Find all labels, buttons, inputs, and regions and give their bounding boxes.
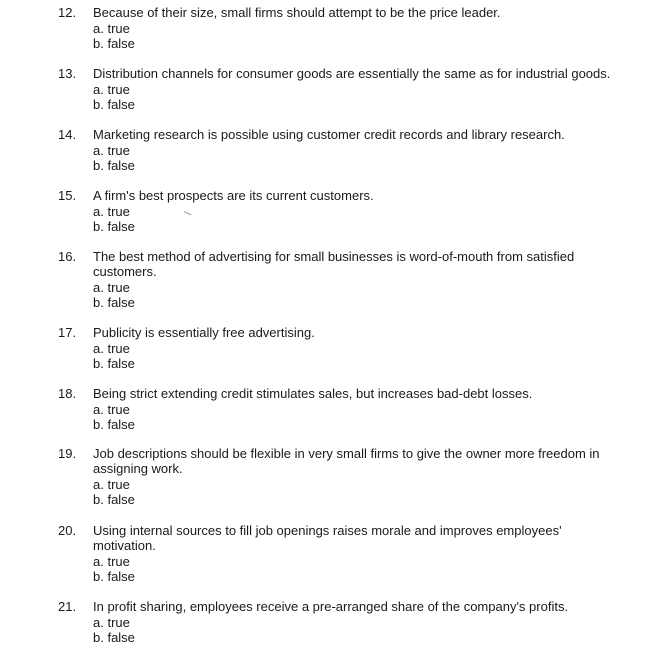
question-number: 20.	[58, 523, 77, 538]
pencil-mark	[184, 206, 194, 216]
question-text: A firm's best prospects are its current customers.	[93, 188, 374, 203]
option-a: a. true	[93, 341, 130, 356]
question-text: Publicity is essentially free advertising.	[93, 325, 315, 340]
option-a: a. true	[93, 82, 130, 97]
option-b: b. false	[93, 569, 135, 584]
question-text: Distribution channels for consumer goods are essentially the same as for industrial goods.	[93, 66, 611, 81]
question-number: 17.	[58, 325, 77, 340]
option-b: b. false	[93, 295, 135, 310]
option-b: b. false	[93, 492, 135, 507]
option-a: a. true	[93, 21, 130, 36]
question-number: 21.	[58, 599, 77, 614]
option-a: a. true	[93, 143, 130, 158]
option-a: a. true	[93, 402, 130, 417]
question-text: Using internal sources to fill job openings raises morale and improves employees' motivation.	[93, 523, 562, 553]
option-b: b. false	[93, 97, 135, 112]
option-a: a. true	[93, 204, 130, 219]
option-b: b. false	[93, 630, 135, 645]
option-b: b. false	[93, 158, 135, 173]
option-a: a. true	[93, 554, 130, 569]
question-number: 16.	[58, 249, 77, 264]
option-b: b. false	[93, 36, 135, 51]
option-b: b. false	[93, 356, 135, 371]
question-number: 15.	[58, 188, 77, 203]
option-b: b. false	[93, 219, 135, 234]
question-number: 19.	[58, 446, 77, 461]
question-number: 12.	[58, 5, 77, 20]
question-text: Being strict extending credit stimulates sales, but increases bad-debt losses.	[93, 386, 533, 401]
option-b: b. false	[93, 417, 135, 432]
question-number: 13.	[58, 66, 77, 81]
question-text: Job descriptions should be flexible in very small firms to give the owner more freedom in assigning work.	[93, 446, 600, 476]
question-number: 14.	[58, 127, 77, 142]
question-text: Because of their size, small firms should attempt to be the price leader.	[93, 5, 501, 20]
question-number: 18.	[58, 386, 77, 401]
option-a: a. true	[93, 477, 130, 492]
option-a: a. true	[93, 615, 130, 630]
question-text: In profit sharing, employees receive a pre-arranged share of the company's profits.	[93, 599, 569, 614]
question-text: Marketing research is possible using customer credit records and library research.	[93, 127, 565, 142]
option-a: a. true	[93, 280, 130, 295]
question-text: The best method of advertising for small businesses is word-of-mouth from satisfied customers.	[93, 249, 575, 279]
